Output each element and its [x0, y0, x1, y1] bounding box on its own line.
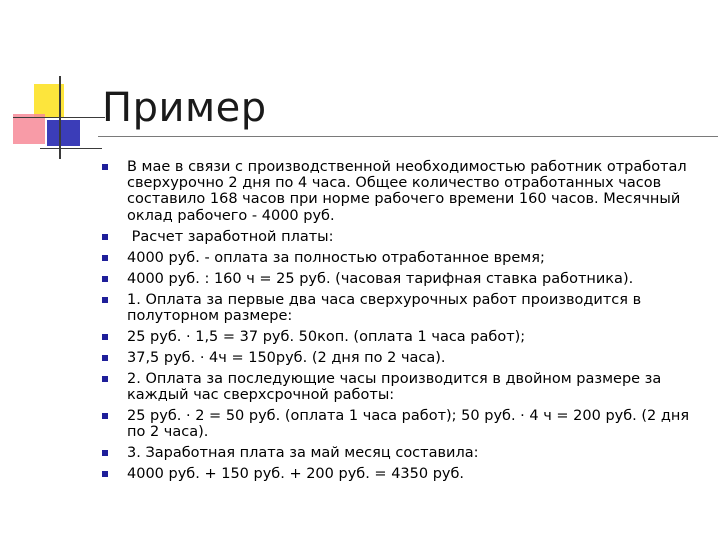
bullet-square-icon: [102, 376, 108, 382]
title-underline: [98, 136, 718, 137]
bullet-square-icon: [102, 234, 108, 240]
list-item: [100, 159, 700, 224]
bullet-square-icon: [102, 297, 108, 303]
bullet-square-icon: [102, 450, 108, 456]
list-item-text: 2. Оплата за последующие часы производится в двойном размере за каждый час сверхсрочной работы:: [127, 370, 662, 404]
list-item-text: 37,5 руб. · 4ч = 150руб. (2 дня по 2 часа).: [127, 349, 446, 366]
bullet-square-icon: [102, 413, 108, 419]
list-item-text: 4000 руб. + 150 руб. + 200 руб. = 4350 руб.: [127, 466, 465, 483]
list-item: [100, 350, 700, 366]
bullet-square-icon: [102, 471, 108, 477]
bullet-square-icon: [102, 334, 108, 340]
logo-horizontal-line: [13, 117, 105, 118]
list-item: [100, 466, 700, 482]
logo-blue-square: [47, 120, 80, 146]
list-item: [100, 271, 700, 287]
list-item: [100, 445, 700, 461]
list-item: [100, 408, 700, 440]
logo-red-square: [13, 114, 45, 144]
list-item-text: 3. Заработная плата за май месяц составила:: [127, 445, 479, 462]
list-item-text: Расчет заработной платы:: [127, 228, 334, 245]
list-item: [100, 329, 700, 345]
list-item-text: 25 руб. · 2 = 50 руб. (оплата 1 часа работ); 50 руб. · 4 ч = 200 руб. (2 дня по 2 часа).: [127, 408, 690, 441]
bullet-square-icon: [102, 255, 108, 261]
list-item-text: 1. Оплата за первые два часа сверхурочных работ производится в полуторном размере:: [127, 291, 642, 324]
logo-horizontal-line-lower: [40, 148, 102, 149]
list-item-text: 25 руб. · 1,5 = 37 руб. 50коп. (оплата 1 часа работ);: [127, 328, 526, 345]
list-item-text: 4000 руб. - оплата за полностью отработанное время;: [127, 249, 545, 266]
list-item-text: В мае в связи с производственной необходимостью работник отработал сверхурочно 2 дня по 4 часа. Общее количество отработанных часов составило 168 часов при норме рабочего времени 160 часов. Месячный оклад рабочего - 4000 руб.: [127, 159, 687, 224]
bullet-square-icon: [102, 164, 108, 170]
list-item-text: 4000 руб. : 160 ч = 25 руб. (часовая тарифная ставка работника).: [127, 270, 634, 287]
bullet-square-icon: [102, 355, 108, 361]
list-item: [100, 250, 700, 266]
bullet-list: [100, 159, 700, 487]
list-item: [100, 292, 700, 324]
slide-title: Пример: [102, 85, 267, 131]
list-item: [100, 229, 700, 245]
list-item: [100, 371, 700, 403]
bullet-square-icon: [102, 276, 108, 282]
